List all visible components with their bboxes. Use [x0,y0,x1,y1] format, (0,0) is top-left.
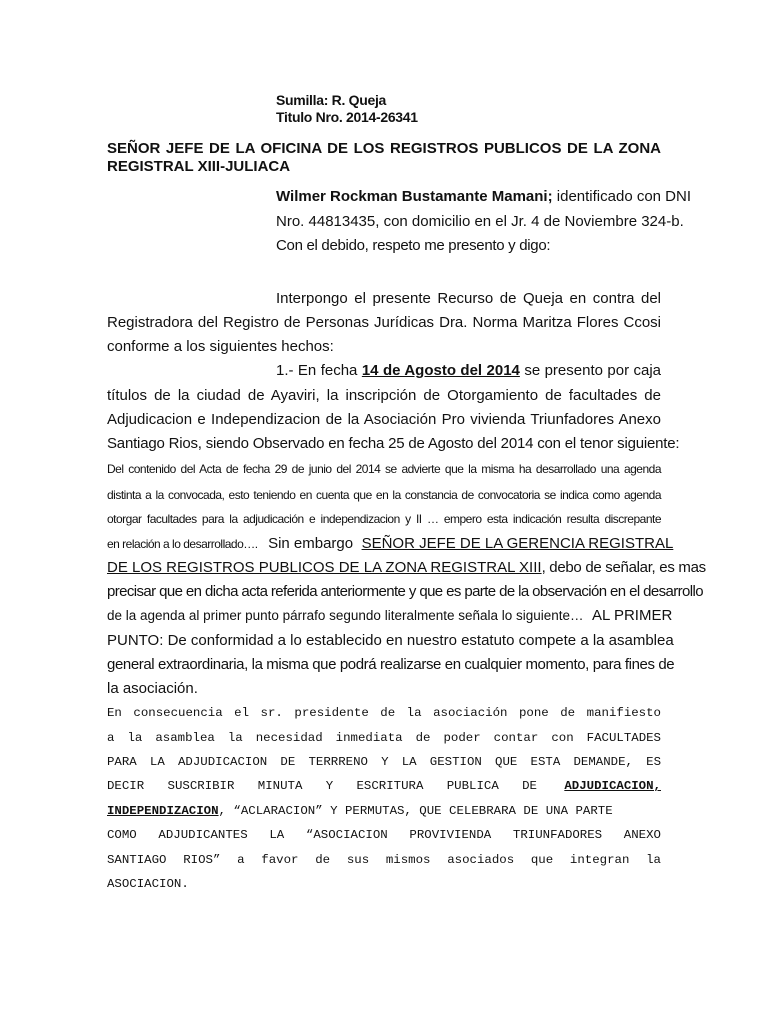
fact1-line-10 [107,559,706,576]
fact1-line-15: la asociación. [107,680,198,697]
sumilla-line: Sumilla: R. Queja [276,92,387,108]
fact1-line-11: precisar que en dicha acta referida anteriormente y que es parte de la observación en el desarrollo [107,583,703,600]
fact1-date: 14 de Agosto del 2014 [361,362,520,379]
acta-quote-8: ASOCIACION. [107,877,189,891]
acta-quote-4a: DECIR SUSCRIBIR MINUTA Y ESCRITURA PUBLICA DE [107,779,537,793]
debo-senalar-text: , debo de señalar, es mas [541,559,706,576]
presenter-id-text: identificado con DNI [556,188,692,205]
fact1-line-14: general extraordinaria, la misma que podrá realizarse en cualquier momento, para fines de [107,656,675,673]
observation-quote-3: otorgar facultades para la adjudicación e independizacion y II … empero esta indicación resulta discrepante [107,512,661,526]
fact1-line-2: títulos de la ciudad de Ayaviri, la inscripción de Otorgamiento de facultades de [107,387,661,404]
addressee-line-1: SEÑOR JEFE DE LA OFICINA DE LOS REGISTROS PUBLICOS DE LA ZONA [107,140,661,157]
addressee-line-2: REGISTRAL XIII-JULIACA [107,158,291,175]
fact1-number: 1.- En fecha [276,362,358,379]
fact1-line-12 [107,607,672,625]
al-primer-text: AL PRIMER [592,607,673,624]
intro-line-1: Interpongo el presente Recurso de Queja en contra del [276,290,661,307]
observation-quote-4: en relación a lo desarrollado…. [107,537,258,551]
intro-line-3: conforme a los siguientes hechos: [107,338,334,355]
zona-registral-text: DE LOS REGISTROS PUBLICOS DE LA ZONA REGISTRAL XIII [107,559,542,576]
intro-line-2: Registradora del Registro de Personas Jurídicas Dra. Norma Maritza Flores Ccosi [107,314,661,331]
literal-text: de la agenda al primer punto párrafo segundo literalmente señala lo siguiente… [107,608,584,623]
fact1-line-9 [107,535,673,553]
gerencia-registral-text: SEÑOR JEFE DE LA GERENCIA REGISTRAL [361,535,674,552]
acta-quote-4 [107,779,661,793]
fact1-text: se presento por caja [524,362,661,379]
independizacion-emphasis: INDEPENDIZACION [107,804,219,818]
presenter-name: Wilmer Rockman Bustamante Mamani; [276,188,553,205]
fact1-line-4: Santiago Rios, siendo Observado en fecha 25 de Agosto del 2014 con el tenor siguiente: [107,435,680,452]
sin-embargo-text: Sin embargo [268,535,354,552]
acta-quote-5 [107,804,613,818]
observation-quote-2: distinta a la convocada, esto teniendo en cuenta que en la constancia de convocatoria se indica como agenda [107,488,661,502]
titulo-line: Titulo Nro. 2014-26341 [276,109,418,125]
acta-quote-3: PARA LA ADJUDICACION DE TERRRENO Y LA GESTION QUE ESTA DEMANDE, ES [107,755,661,769]
presenter-line-3: Con el debido, respeto me presento y digo: [276,237,551,254]
fact1-line-3: Adjudicacion e Independizacion de la Asociación Pro vivienda Triunfadores Anexo [107,411,661,428]
presenter-line-2: Nro. 44813435, con domicilio en el Jr. 4 de Noviembre 324-b. [276,213,684,230]
acta-quote-6: COMO ADJUDICANTES LA “ASOCIACION PROVIVIENDA TRIUNFADORES ANEXO [107,828,661,842]
fact1-line-13: PUNTO: De conformidad a lo establecido en nuestro estatuto compete a la asamblea [107,632,674,649]
adjudicacion-emphasis: ADJUDICACION, [564,779,661,793]
presenter-line-1 [276,188,692,205]
acta-quote-1: En consecuencia el sr. presidente de la asociación pone de manifiesto [107,706,661,720]
observation-quote-1: Del contenido del Acta de fecha 29 de junio del 2014 se advierte que la misma ha desarrollado una agenda [107,462,661,476]
acta-quote-5b: , “ACLARACION” Y PERMUTAS, QUE CELEBRARA DE UNA PARTE [218,804,613,818]
acta-quote-2: a la asamblea la necesidad inmediata de poder contar con FACULTADES [107,731,661,745]
acta-quote-7: SANTIAGO RIOS” a favor de sus mismos asociados que integran la [107,853,661,867]
fact1-line-1 [276,362,661,379]
